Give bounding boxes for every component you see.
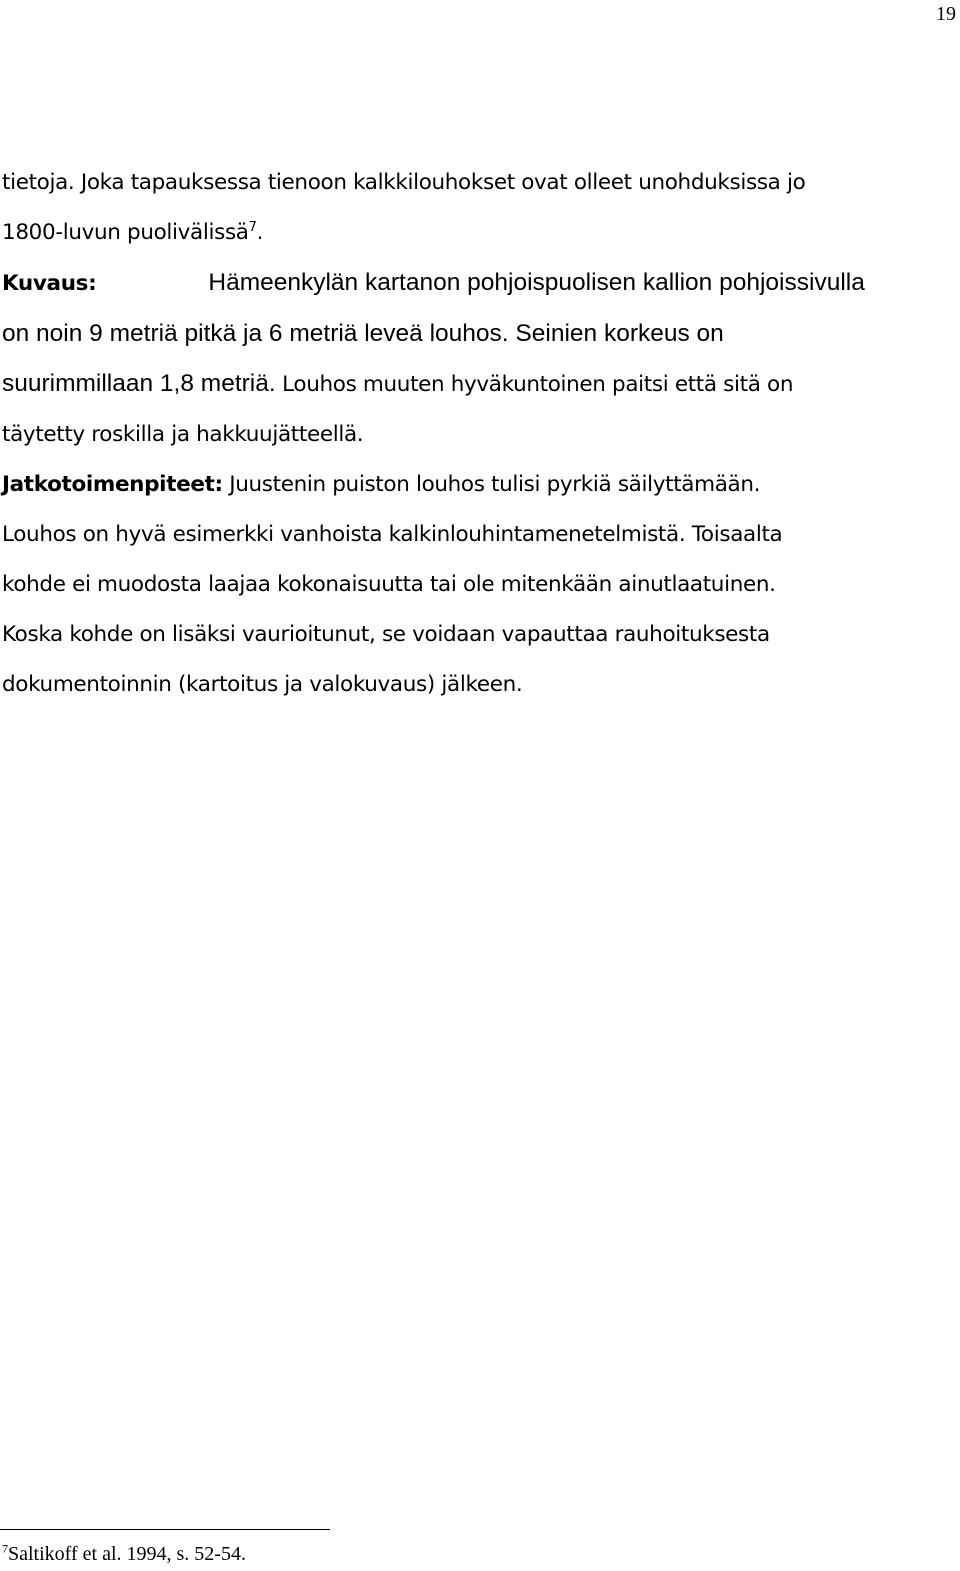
intro-line-2-text: 1800-luvun puolivälissä xyxy=(2,220,249,245)
intro-line-1: tietoja. Joka tapauksessa tienoon kalkkilouhokset ovat olleet unohduksissa jo xyxy=(2,170,806,195)
footnote-text: Saltikoff et al. 1994, s. 52-54. xyxy=(8,1543,246,1565)
followup-heading: Jatkotoimenpiteet: xyxy=(2,472,223,497)
followup-line-1 xyxy=(2,460,958,510)
body-text xyxy=(2,158,958,710)
footnote-separator xyxy=(0,1529,330,1530)
intro-line-2 xyxy=(2,208,958,258)
intro-line-2-end: . xyxy=(256,220,264,245)
followup-line-2: Louhos on hyvä esimerkki vanhoista kalkinlouhintamenetelmistä. Toisaalta xyxy=(2,522,783,547)
description-heading: Kuvaus: xyxy=(2,271,97,296)
followup-line-1-rest: Juustenin puiston louhos tulisi pyrkiä säilyttämään. xyxy=(222,472,761,497)
footnote xyxy=(2,1541,246,1567)
description-line-2: on noin 9 metriä pitkä ja 6 metriä leveä louhos. Seinien korkeus on xyxy=(2,320,724,347)
followup-line-4: Koska kohde on lisäksi vaurioitunut, se voidaan vapauttaa rauhoituksesta xyxy=(2,622,770,647)
description-line-4: täytetty roskilla ja hakkuujätteellä. xyxy=(2,422,364,447)
description-line-3-arial: suurimmillaan 1,8 metriä. xyxy=(2,370,276,397)
description-line-1-text: Hämeenkylän kartanon pohjoispuolisen kallion pohjoissivulla xyxy=(208,269,865,296)
footnote-number: 7 xyxy=(2,1541,8,1556)
followup-line-5: dokumentoinnin (kartoitus ja valokuvaus) jälkeen. xyxy=(2,672,523,697)
description-line-3-rest: Louhos muuten hyväkuntoinen paitsi että sitä on xyxy=(275,372,794,397)
description-line-1 xyxy=(2,258,958,309)
footnote-ref-marker: 7 xyxy=(248,219,257,235)
page-number: 19 xyxy=(936,3,956,25)
followup-line-3: kohde ei muodosta laajaa kokonaisuutta tai ole mitenkään ainutlaatuinen. xyxy=(2,572,776,597)
description-line-3 xyxy=(2,359,958,410)
